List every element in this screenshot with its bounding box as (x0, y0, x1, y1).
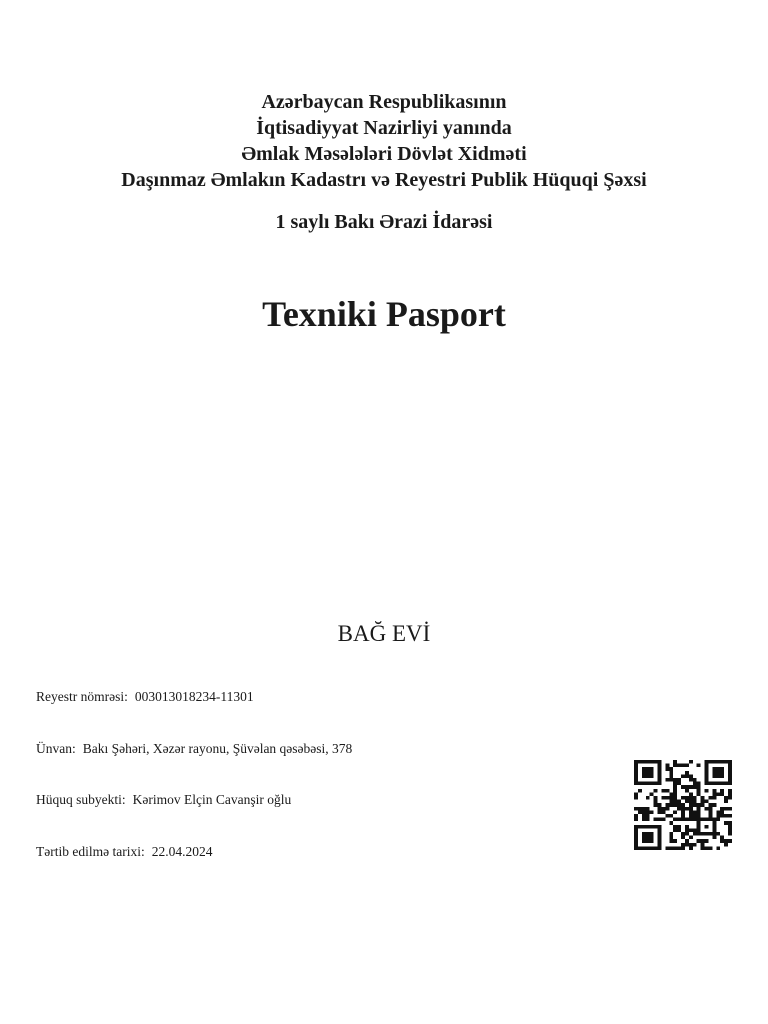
issue-date-value: 22.04.2024 (151, 844, 213, 859)
issue-date-label: Tərtib edilmə tarixi: (36, 844, 145, 859)
header-line-ministry: İqtisadiyyat Nazirliyi yanında (256, 117, 512, 139)
address-label: Ünvan: (36, 741, 76, 756)
issue-date-field (36, 843, 212, 861)
regional-office: 1 saylı Bakı Ərazi İdarəsi (275, 211, 493, 233)
document-title: Texniki Pasport (262, 294, 506, 334)
registry-number-value: 003013018234-11301 (134, 689, 254, 704)
qr-code-icon (634, 760, 732, 850)
address-value: Bakı Şəhəri, Xəzər rayonu, Şüvəlan qəsəbəsi, 378 (82, 741, 353, 756)
rights-holder-field (36, 791, 291, 809)
registry-number-field (36, 688, 254, 706)
header-line-entity: Daşınmaz Əmlakın Kadastrı və Reyestri Publik Hüquqi Şəxsi (121, 169, 647, 191)
qr-code-graphic (634, 760, 732, 850)
header-line-service: Əmlak Məsələləri Dövlət Xidməti (241, 143, 527, 165)
property-type: BAĞ EVİ (337, 621, 431, 646)
issuing-authority (0, 89, 768, 193)
rights-holder-label: Hüquq subyekti: (36, 792, 126, 807)
registry-number-label: Reyestr nömrəsi: (36, 689, 128, 704)
header-line-country: Azərbaycan Respublikasının (261, 91, 507, 113)
address-field (36, 740, 352, 758)
rights-holder-value: Kərimov Elçin Cavanşir oğlu (132, 792, 292, 807)
